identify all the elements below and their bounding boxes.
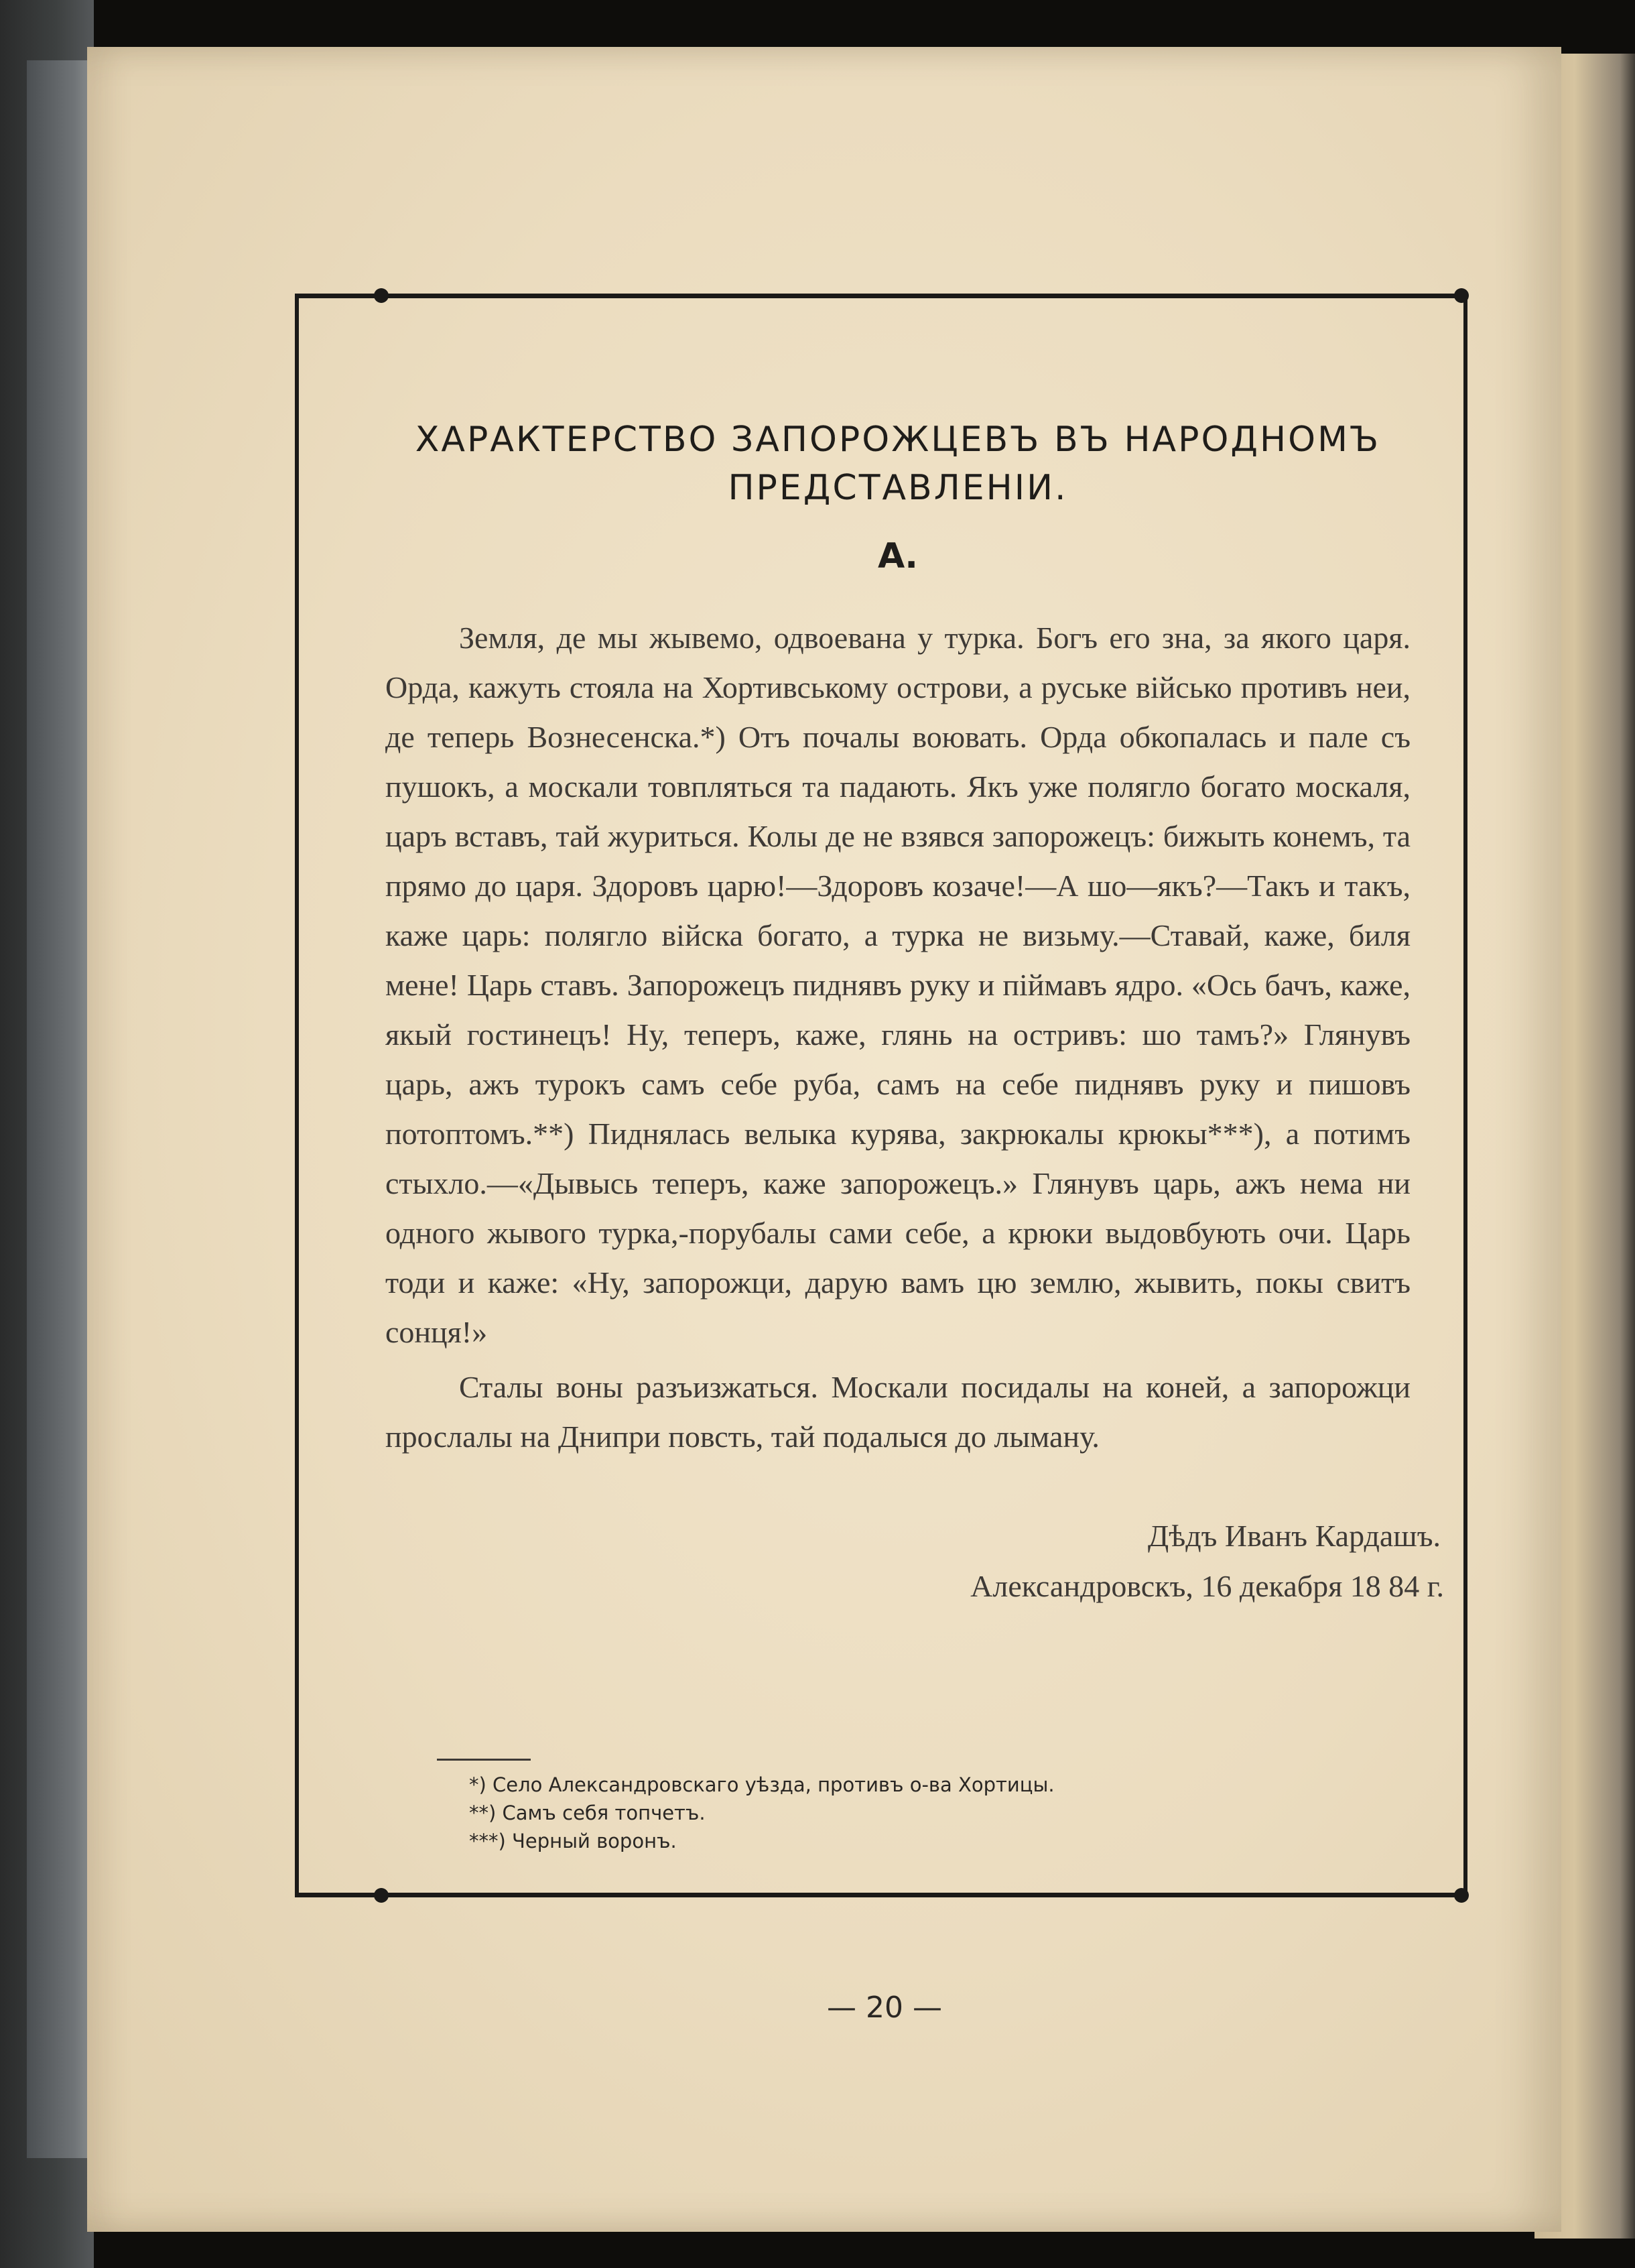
signature-name: Дѣдъ Иванъ Кардашъ. <box>1147 1519 1441 1553</box>
title-line-2: ПРЕДСТАВЛЕНІИ. <box>728 468 1068 508</box>
footnote: ***) Черный воронъ. <box>469 1830 677 1852</box>
frame-corner-ornament <box>1454 288 1469 303</box>
paragraph: Сталы воны разъизжаться. Москали посидалы на коней, а запорожци прослалы на Днипри повсть, тай подалыся до лыману. <box>385 1370 1411 1454</box>
book-spine <box>27 60 94 2158</box>
frame-corner-ornament <box>374 288 389 303</box>
paragraph: Земля, де мы жывемо, одвоевана у турка. Богъ его зна, за якого царя. Орда, кажуть стояла на Хортивському острови, а руське військо противъ неи, де теперь Вознесенска.*) Отъ почалы воювать. Орда обкопалась и пале съ пушокъ, а москали товпляться та падають. Якъ уже полягло богато москаля, царъ вставъ, тай журиться. Колы де не взявся запорожецъ: бижыть конемъ, та прямо до царя. Здоровъ царю!—Здоровъ козаче!—А шо—якъ?—Такъ и такъ, каже царь: полягло війска богато, а турка не визьму.—Ставай, каже, биля мене! Царь ставъ. Запорожецъ пиднявъ руку и піймавъ ядро. «Ось бачъ, каже, якый гостинецъ! Ну, теперъ, каже, глянь на остривъ: шо тамъ?» Глянувъ царь, ажъ турокъ самъ себе руба, самъ на себе пиднявъ руку и пишовъ потоптомъ.**) Пиднялась велыка курява, закрюкалы крюкы***), а потимъ стыхло.—«Дывысь теперъ, каже запорожецъ.» Глянувъ царь, ажъ нема ни одного жывого турка,-порубалы сами себе, а крюки выдовбують очи. Царь тоди и каже: «Ну, запорожци, дарую вамъ цю землю, жывить, покы свитъ сонця!» <box>385 621 1411 1349</box>
page-number: — 20 — <box>827 1991 942 2025</box>
footnote: *) Село Александровскаго уѣзда, противъ о-ва Хортицы. <box>469 1773 1055 1796</box>
frame-top-rule <box>295 294 1467 298</box>
footnotes <box>469 1771 1407 1855</box>
title-line-1: ХАРАКТЕРСТВО ЗАПОРОЖЦЕВЪ ВЪ НАРОДНОМЪ <box>415 420 1381 460</box>
footnote: **) Самъ себя топчетъ. <box>469 1802 706 1824</box>
footnote-divider <box>437 1759 531 1761</box>
section-letter: А. <box>878 536 918 576</box>
signature-place-date: Александровскъ, 16 декабря 18 84 г. <box>970 1569 1444 1603</box>
story-text <box>385 613 1411 1462</box>
page-title <box>375 416 1421 512</box>
frame-bottom-rule <box>295 1893 1467 1897</box>
frame-corner-ornament <box>1454 1888 1469 1903</box>
frame-corner-ornament <box>374 1888 389 1903</box>
